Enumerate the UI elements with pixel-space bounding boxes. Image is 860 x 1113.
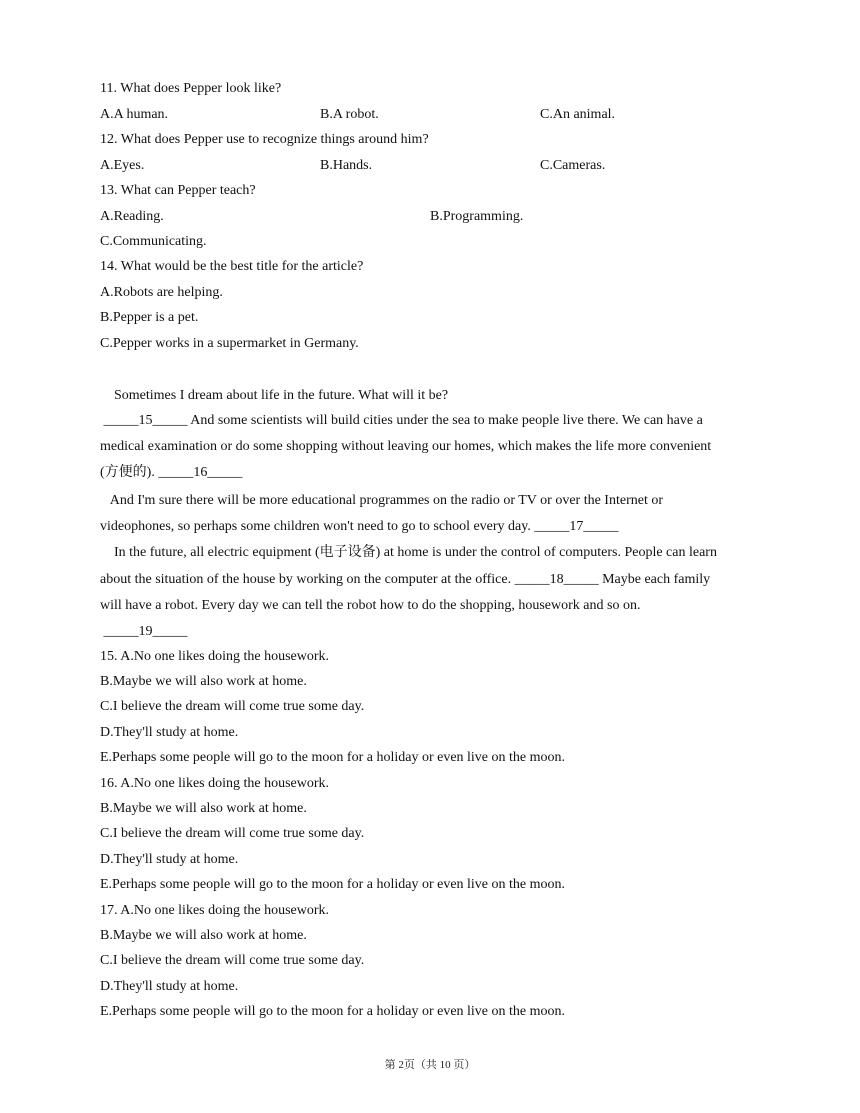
question-16-option-b: B.Maybe we will also work at home.	[100, 801, 307, 816]
question-16-option-c: C.I believe the dream will come true some day.	[100, 826, 365, 841]
passage-line: will have a robot. Every day we can tell the robot how to do the shopping, housework and so on.	[100, 598, 641, 613]
question-14: 14. What would be the best title for the article?	[100, 259, 364, 274]
question-11-option-b: B.A robot.	[320, 107, 379, 122]
question-17-option-c: C.I believe the dream will come true some day.	[100, 953, 365, 968]
question-11-option-c: C.An animal.	[540, 107, 616, 122]
question-13-option-b: B.Programming.	[430, 209, 524, 224]
question-14-option-c: C.Pepper works in a supermarket in Germany.	[100, 336, 359, 351]
question-17-option-e: E.Perhaps some people will go to the moon for a holiday or even live on the moon.	[100, 1004, 566, 1019]
page-number: 第 2页（共 10 页）	[384, 1059, 476, 1071]
passage-line: _____15_____ And some scientists will build cities under the sea to make people live there. We can have a	[100, 413, 703, 428]
question-15: 15. A.No one likes doing the housework.	[100, 649, 330, 664]
passage-line: In the future, all electric equipment (电子设备) at home is under the control of computers. People can learn	[100, 545, 717, 560]
question-12-option-c: C.Cameras.	[540, 158, 606, 173]
question-11-option-a: A.A human.	[100, 107, 169, 122]
question-13-option-a: A.Reading.	[100, 209, 164, 224]
question-13-option-c: C.Communicating.	[100, 234, 207, 249]
question-16-option-d: D.They'll study at home.	[100, 852, 239, 867]
passage-line: Sometimes I dream about life in the future. What will it be?	[100, 388, 449, 403]
passage-line: videophones, so perhaps some children won't need to go to school every day. _____17_____	[100, 519, 619, 534]
question-12-option-b: B.Hands.	[320, 158, 373, 173]
question-12: 12. What does Pepper use to recognize things around him?	[100, 132, 429, 147]
passage-line: about the situation of the house by working on the computer at the office. _____18_____ Maybe each family	[100, 572, 711, 587]
question-14-option-b: B.Pepper is a pet.	[100, 310, 199, 325]
question-15-option-c: C.I believe the dream will come true some day.	[100, 699, 365, 714]
passage-line: (方便的). _____16_____	[100, 465, 243, 480]
question-15-option-b: B.Maybe we will also work at home.	[100, 674, 307, 689]
question-17-option-d: D.They'll study at home.	[100, 979, 239, 994]
question-15-option-d: D.They'll study at home.	[100, 725, 239, 740]
question-13: 13. What can Pepper teach?	[100, 183, 256, 198]
passage-line: And I'm sure there will be more educational programmes on the radio or TV or over the Internet or	[100, 493, 664, 508]
question-12-option-a: A.Eyes.	[100, 158, 145, 173]
question-14-option-a: A.Robots are helping.	[100, 285, 223, 300]
passage-line: medical examination or do some shopping without leaving our homes, which makes the life more convenient	[100, 439, 712, 454]
question-11: 11. What does Pepper look like?	[100, 81, 282, 96]
question-17: 17. A.No one likes doing the housework.	[100, 903, 330, 918]
question-16-option-e: E.Perhaps some people will go to the moon for a holiday or even live on the moon.	[100, 877, 566, 892]
question-16: 16. A.No one likes doing the housework.	[100, 776, 330, 791]
question-17-option-b: B.Maybe we will also work at home.	[100, 928, 307, 943]
question-15-option-e: E.Perhaps some people will go to the moon for a holiday or even live on the moon.	[100, 750, 566, 765]
passage-line: _____19_____	[100, 624, 188, 639]
